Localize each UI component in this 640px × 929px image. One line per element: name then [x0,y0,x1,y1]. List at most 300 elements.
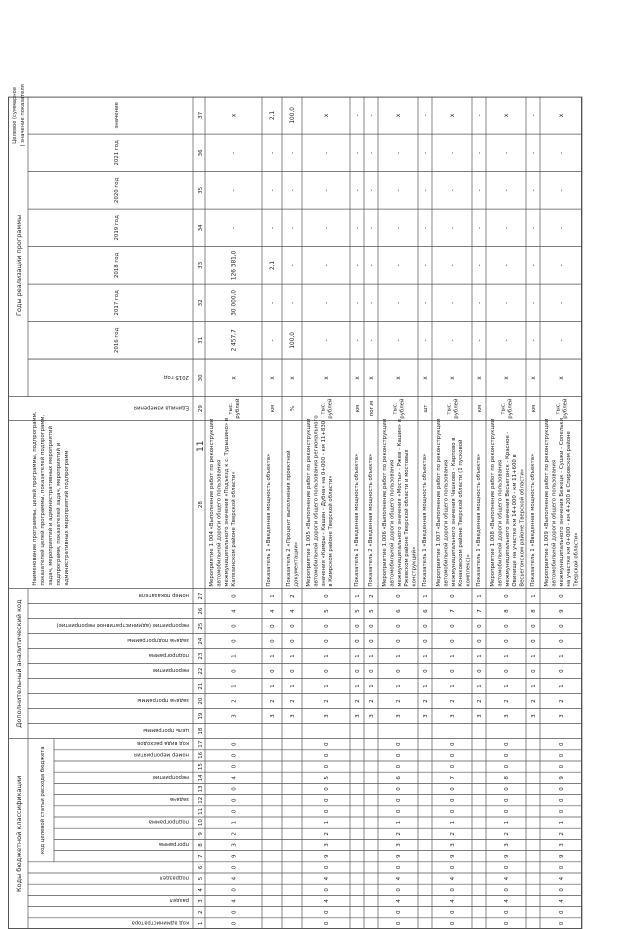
code-cell: 0 [559,809,565,814]
row-name: документации» [293,541,300,587]
additional-code-subheader: мероприятие (административное мероприятие) [56,622,189,629]
code-cell: 0 [450,809,456,814]
code-cell: 3 [231,714,238,718]
target-article-header: код целевой статьи расхода бюджета [40,746,46,855]
year-header: 2016 год [114,327,120,353]
code-cell: 0 [477,669,483,673]
value-cell: - [504,226,510,229]
value-cell: х [324,376,330,380]
code-cell: 0 [504,753,510,758]
value-cell: - [270,301,276,304]
target-sub-header: программа [158,841,189,847]
code-cell: 0 [324,921,330,926]
code-cell: 2 [369,594,375,598]
row-name: межмуниципального значения Весьегонск - Красное - [504,431,511,587]
value-cell: - [396,189,402,192]
value-cell: - [504,189,510,192]
code-cell: 0 [450,921,456,926]
value-cell: - [270,151,276,154]
row-name: Мероприятие 1.009 «Выполнение работ по реконструкции [544,418,550,587]
code-cell: 0 [231,669,238,673]
code-cell: 1 [477,654,483,658]
code-cell: 0 [559,742,565,746]
unit-cell: пог.м [369,400,375,417]
value-cell: - [324,264,330,267]
code-cell: 0 [396,624,402,628]
code-cell: 3 [369,714,375,718]
code-cell: 1 [270,594,276,598]
row-name: Калязинском районе Тверской области» [231,471,238,587]
value-cell: - [477,226,483,229]
code-cell: 4 [450,876,456,881]
code-cell: 1 [423,684,429,688]
code-cell: 1 [324,684,330,688]
year-header: 2019 год [114,215,120,241]
code-cell: 5 [369,609,375,613]
unit-cell: рублей [507,398,514,419]
code-cell: 0 [559,669,565,673]
code-cell: 8 [504,776,510,780]
code-cell: 0 [504,910,510,914]
code-cell: 0 [450,888,456,892]
code-cell: 0 [531,624,537,628]
name-header: задач, мероприятий и административных мероприятий [48,426,54,586]
value-cell: - [369,264,375,267]
code-cell: 1 [559,654,565,658]
code-cell: 0 [324,753,330,758]
value-cell: х [423,376,429,380]
code-cell: 0 [504,888,510,892]
column-number: 15 [198,763,204,771]
column-number: 6 [198,865,204,870]
code-cell: 0 [231,624,238,628]
value-cell: - [369,151,375,154]
code-cell: 0 [450,764,456,769]
column-number: 20 [198,697,204,705]
row-name: Показатель 1 «Введенная мощность объекта» [422,453,428,587]
name-header: показателей целей программы, показателей подпрограмм, [40,414,46,586]
value-cell: - [231,189,238,192]
code-cell: 0 [231,865,238,870]
name-header: Наименование программы, целей программы, подпрограмм, [32,411,38,586]
column-number: 34 [198,224,204,232]
code-cell: 1 [355,654,361,658]
row-name: Мероприятие 1.007 «Выполнение работ по реконструкции [436,418,442,587]
target-sub-header: подпрограмма [148,818,189,825]
code-cell: 0 [559,910,565,914]
code-cell: 0 [369,669,375,673]
code-cell: 0 [270,639,276,643]
value-cell: - [559,339,565,342]
code-cell: 0 [559,787,565,791]
code-cell: 0 [396,798,402,802]
value-cell: - [559,151,565,154]
code-cell: 1 [477,594,483,598]
code-cell: 4 [270,609,276,613]
code-cell: 0 [559,624,565,628]
code-cell: 0 [396,594,402,598]
column-number: 25 [198,622,204,630]
code-cell: 0 [355,639,361,643]
value-cell: - [477,264,483,267]
code-cell: 0 [450,669,456,673]
value-cell: - [531,339,537,342]
code-cell: 0 [504,921,510,926]
code-cell: 0 [504,809,510,814]
row-name: автомобильной дороги общего пользования [389,459,396,587]
code-cell: 4 [231,899,238,903]
value-cell: - [396,226,402,229]
code-cell: 0 [324,910,330,914]
unit-cell: тыс. [228,402,234,415]
code-cell: 0 [504,798,510,802]
code-cell: 3 [504,843,510,847]
code-cell: 6 [396,609,402,613]
code-cell: 0 [324,809,330,814]
code-cell: 1 [504,820,510,825]
value-cell: - [423,301,429,304]
unit-cell: тыс. [500,402,507,415]
code-cell: 0 [270,624,276,628]
value-cell: х [396,376,402,380]
value-cell: - [369,226,375,229]
unit-cell: тыс. [392,402,399,415]
value-cell: х [477,376,483,380]
column-number: 10 [198,819,204,827]
row-name: Показатель 1 «Введенная мощность объекта» [266,453,272,587]
code-cell: 2 [355,699,361,703]
code-cell: 0 [324,787,330,791]
code-cell: 8 [531,609,537,613]
code-cell: 2 [290,699,296,703]
row-name: Показатель 1 «Введенная мощность объекта» [476,453,482,587]
code-cell: 6 [423,609,429,613]
code-cell: 1 [531,594,537,598]
code-cell: 1 [270,684,276,688]
code-cell: 0 [559,798,565,802]
code-cell: 5 [324,609,330,613]
value-cell: х [369,376,375,380]
code-cell: 3 [324,714,330,718]
code-cell: 0 [396,921,402,926]
code-cell: 3 [270,714,276,718]
value-cell: - [270,339,276,342]
program-table [8,42,588,929]
value-cell: - [290,151,296,154]
code-cell: 2 [531,699,537,703]
code-cell: 6 [396,776,402,780]
row-name: автомобильной дороги общего пользования [551,459,558,587]
code-cell: 1 [450,684,456,688]
code-cell: 0 [355,624,361,628]
code-cell: 0 [531,639,537,643]
code-cell: 0 [450,798,456,802]
value-cell: - [477,114,483,117]
code-cell: 1 [423,654,429,658]
row-name: автомобильной дороги общего пользования [497,459,504,587]
code-cell: 2 [231,699,238,703]
column-number: 8 [198,843,204,847]
value-cell: х [290,376,296,380]
code-cell: 7 [477,609,483,613]
value-cell: - [270,189,276,192]
row-name: Мероприятие 1.008 «Выполнение работ по реконструкции [490,418,496,587]
code-cell: 1 [231,654,238,658]
column-number: 35 [198,186,204,194]
column-number: 2 [198,910,204,914]
value-cell: - [396,264,402,267]
row-name: Тверской области» [573,532,580,587]
code-cell: 0 [559,888,565,892]
value-cell: - [369,301,375,304]
code-cell: 2 [324,832,330,836]
value-cell: - [423,226,429,229]
row-name: межмуниципального значения «Подъезд к с. Турышино» в [223,417,230,587]
value-cell: - [531,226,537,229]
code-cell: 0 [290,639,296,643]
value-cell: - [355,189,361,192]
row-name: конструкций» [411,546,418,587]
column-number: 27 [198,592,204,600]
value-cell: х [231,376,238,380]
unit-cell: км [355,404,361,413]
target-sub-header: мероприятие [152,773,189,780]
code-cell: 0 [504,787,510,791]
code-cell: 0 [324,669,330,673]
column-number: 17 [198,740,204,748]
expense-type-header: код вида расходов [137,740,189,747]
code-cell: 3 [450,843,456,847]
column-number: 9 [198,832,204,836]
code-cell: 0 [504,865,510,870]
final-value-header: Целевое (суммарное [12,86,18,144]
code-cell: 0 [559,753,565,758]
code-cell: 1 [369,684,375,688]
value-cell: - [231,226,238,229]
column-number: 5 [198,876,204,881]
row-name: межмуниципального значения Чашково - Карпово в [450,437,457,587]
unit-cell: рублей [235,398,241,419]
code-cell: 0 [324,798,330,802]
code-cell: 0 [423,639,429,643]
value-cell: - [324,226,330,229]
code-cell: 2 [423,699,429,703]
code-cell: 0 [477,639,483,643]
code-cell: 2 [559,699,565,703]
code-cell: 0 [231,753,238,758]
value-cell: - [355,264,361,267]
code-cell: 1 [504,684,510,688]
code-cell: 4 [231,776,238,780]
value-cell: - [396,151,402,154]
unit-cell: км [477,404,483,413]
unit-cell: рублей [327,398,334,419]
code-cell: 5 [324,776,330,780]
final-value-header-2: ) значение показателя [20,84,26,147]
code-cell: 0 [396,669,402,673]
code-cell: 0 [396,787,402,791]
admin-code-header: код администратора [131,919,189,926]
code-cell: 4 [396,876,402,881]
unit-cell: шт [423,404,429,413]
code-cell: 1 [396,654,402,658]
column-number: 22 [198,667,204,675]
code-cell: 3 [504,714,510,718]
code-cell: 9 [324,854,330,858]
unit-cell: рублей [399,398,406,419]
column-number: 16 [198,751,204,759]
column-number: 37 [198,111,204,119]
value-cell: - [423,189,429,192]
additional-code-subheader: номер показателя [138,592,189,599]
code-cell: 0 [450,865,456,870]
code-cell: 4 [231,876,238,881]
code-cell: 0 [270,669,276,673]
code-cell: 2 [270,699,276,703]
code-cell: 0 [396,809,402,814]
code-cell: 0 [324,742,330,746]
value-cell: - [324,189,330,192]
code-cell: 4 [450,899,456,903]
code-cell: 3 [396,714,402,718]
code-cell: 1 [531,654,537,658]
value-cell: - [450,301,456,304]
code-cell: 0 [231,639,238,643]
code-cell: 0 [423,669,429,673]
code-cell: 0 [231,910,238,914]
row-name: Показатель 1 «Введенная мощность объекта» [530,453,536,587]
code-cell: 0 [504,624,510,628]
unit-cell: км [270,404,276,413]
value-cell: - [355,151,361,154]
code-cell: 1 [324,654,330,658]
code-cell: 0 [324,865,330,870]
value-cell: 100,0 [290,332,296,349]
value-cell: 126 381,0 [231,250,238,281]
row-name: Показатель 2 «Процент выполнения проектной [286,450,292,587]
years-group-header: Годы реализации программы [15,214,23,317]
target-sub-header: номер мероприятия [134,751,189,758]
value-cell: - [504,264,510,267]
code-cell: 0 [396,910,402,914]
code-cell: 0 [504,669,510,673]
row-name: Мероприятие 1.004 «Выполнение работ по реконструкции [209,418,215,587]
code-cell: 1 [290,654,296,658]
column-number: 24 [198,637,204,645]
value-cell: - [270,226,276,229]
additional-code-subheader: цель программы [143,727,189,734]
value-cell: 30 000,0 [231,289,238,316]
code-cell: 9 [559,609,565,613]
code-cell: 4 [559,899,565,903]
column-number: 29 [198,405,204,413]
final-value-label: значение [114,102,120,129]
code-cell: 0 [324,764,330,769]
value-cell: - [369,189,375,192]
code-cell: 0 [355,669,361,673]
code-cell: 1 [324,820,330,825]
value-cell: - [355,226,361,229]
code-cell: 0 [231,594,238,598]
column-number: 7 [198,854,204,858]
code-cell: 0 [504,764,510,769]
value-cell: - [355,114,361,117]
code-cell: 2 [450,832,456,836]
value-cell: - [559,189,565,192]
code-cell: 0 [504,594,510,598]
code-cell: 3 [231,843,238,847]
code-cell: 0 [290,669,296,673]
row-name: межмуниципального значения Бежецк - Сушки - Сопельки [558,417,565,587]
code-cell: 2 [324,699,330,703]
code-cell: 0 [231,888,238,892]
code-cell: 4 [504,876,510,881]
column-number: 11 [198,807,204,815]
code-cell: 2 [396,699,402,703]
year-header: 2015 год [163,373,189,380]
year-header: 2017 год [114,290,120,316]
value-cell: - [423,151,429,154]
code-cell: 0 [231,921,238,926]
column-number: 3 [198,899,204,903]
column-number: 30 [198,374,204,382]
value-cell: х [396,113,402,118]
value-cell: - [231,151,238,154]
unit-cell: рублей [562,398,569,419]
code-cell: 9 [396,854,402,858]
value-cell: - [477,339,483,342]
code-cell: 0 [450,787,456,791]
code-cell: 0 [559,639,565,643]
code-cell: 0 [231,742,238,746]
code-cell: 1 [531,684,537,688]
code-cell: 0 [324,624,330,628]
code-cell: 1 [477,684,483,688]
code-cell: 1 [423,594,429,598]
value-cell: - [450,339,456,342]
value-cell: х [450,113,456,118]
value-cell: - [531,264,537,267]
razdel-header: раздел [169,897,189,903]
row-name: автомобильной дороги общего пользования регионального [313,415,320,587]
code-cell: 2 [231,832,238,836]
value-cell: - [477,301,483,304]
value-cell: - [504,151,510,154]
code-cell: 0 [450,753,456,758]
code-cell: 1 [369,654,375,658]
column-number: 21 [198,682,204,690]
code-cell: 0 [450,624,456,628]
row-name: Ржевском районе Тверской области и мостовых [404,449,411,587]
code-cell: 0 [423,624,429,628]
row-name: значения «Кимры - Кашин - Дубна» на 0+000 - км 11+830 [320,420,327,587]
code-cell: 0 [450,594,456,598]
column-number: 31 [198,336,204,344]
code-cell: 3 [477,714,483,718]
row-name: Показатель 2 «Введенная мощность объекта» [368,453,374,587]
code-cell: 3 [396,843,402,847]
value-cell: - [324,151,330,154]
code-cell: 0 [559,921,565,926]
code-cell: 7 [450,776,456,780]
value-cell: х [324,113,330,118]
code-cell: 0 [559,764,565,769]
value-cell: - [423,114,429,117]
value-cell: - [477,189,483,192]
unit-cell: % [290,406,296,412]
row-name: автомобильной дороги общего пользования [443,459,450,587]
code-cell: 3 [559,714,565,718]
